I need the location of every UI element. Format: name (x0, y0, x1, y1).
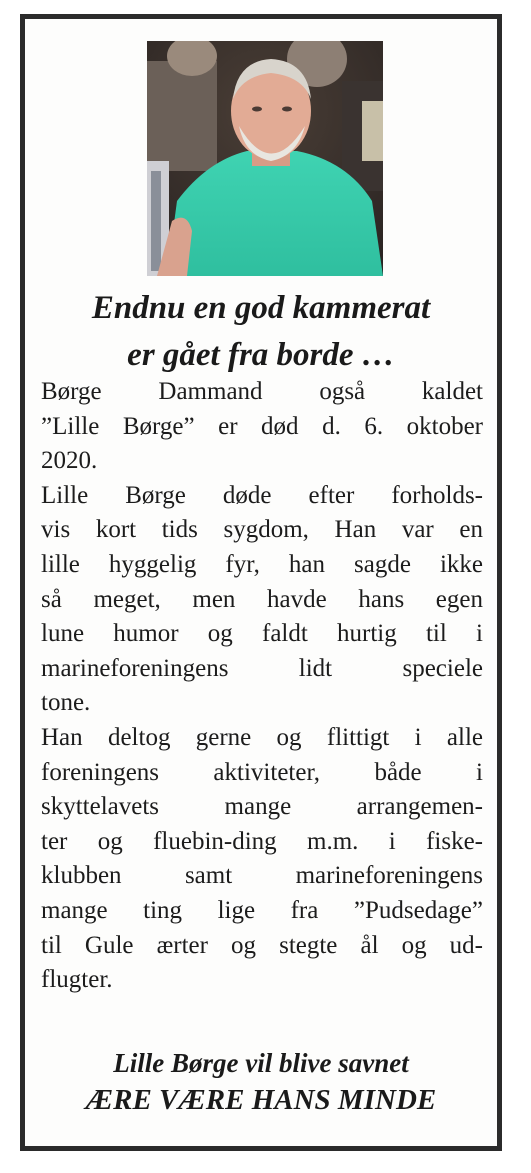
text-line: ter og fluebin-ding m.m. i fiske- (41, 827, 483, 855)
text-line: Lille Børge døde efter forholds- (41, 481, 483, 509)
paragraph-2 (41, 479, 483, 721)
text-line: foreningens aktiviteter, både i (41, 758, 483, 786)
text-line: vis kort tids sygdom, Han var en (41, 516, 483, 544)
text-line: til Gule ærter og stegte ål og ud- (41, 931, 483, 959)
text-line: Han deltog gerne og flittigt i alle (41, 723, 483, 751)
obituary-frame (20, 14, 502, 1151)
headline-line-2: er gået fra borde … (127, 337, 395, 373)
text-line: 2020. (41, 447, 98, 475)
paragraph-3 (41, 721, 483, 998)
text-line: så meget, men havde hans egen (41, 585, 483, 613)
closing-line-2: ÆRE VÆRE HANS MINDE (85, 1084, 437, 1116)
paragraph-1 (41, 375, 483, 479)
text-line: klubben samt marineforeningens (41, 862, 483, 890)
text-line: lille hyggelig fyr, han sagde ikke (41, 550, 483, 578)
text-line: ”Lille Børge” er død d. 6. oktober (41, 412, 483, 440)
text-line: marineforeningens lidt speciele (41, 654, 483, 682)
text-line: flugter. (41, 966, 113, 994)
portrait-photo (147, 41, 383, 276)
text-line: tone. (41, 689, 91, 717)
text-line: lune humor og faldt hurtig til i (41, 620, 483, 648)
text-line: skyttelavets mange arrangemen- (41, 793, 483, 821)
headline-line-1: Endnu en god kammerat (91, 290, 431, 326)
obituary-body (41, 375, 483, 998)
text-line: Børge Dammand også kaldet (41, 378, 483, 405)
text-line: mange ting lige fra ”Pudsedage” (41, 896, 483, 924)
closing-line-1: Lille Børge vil blive savnet (113, 1048, 409, 1078)
